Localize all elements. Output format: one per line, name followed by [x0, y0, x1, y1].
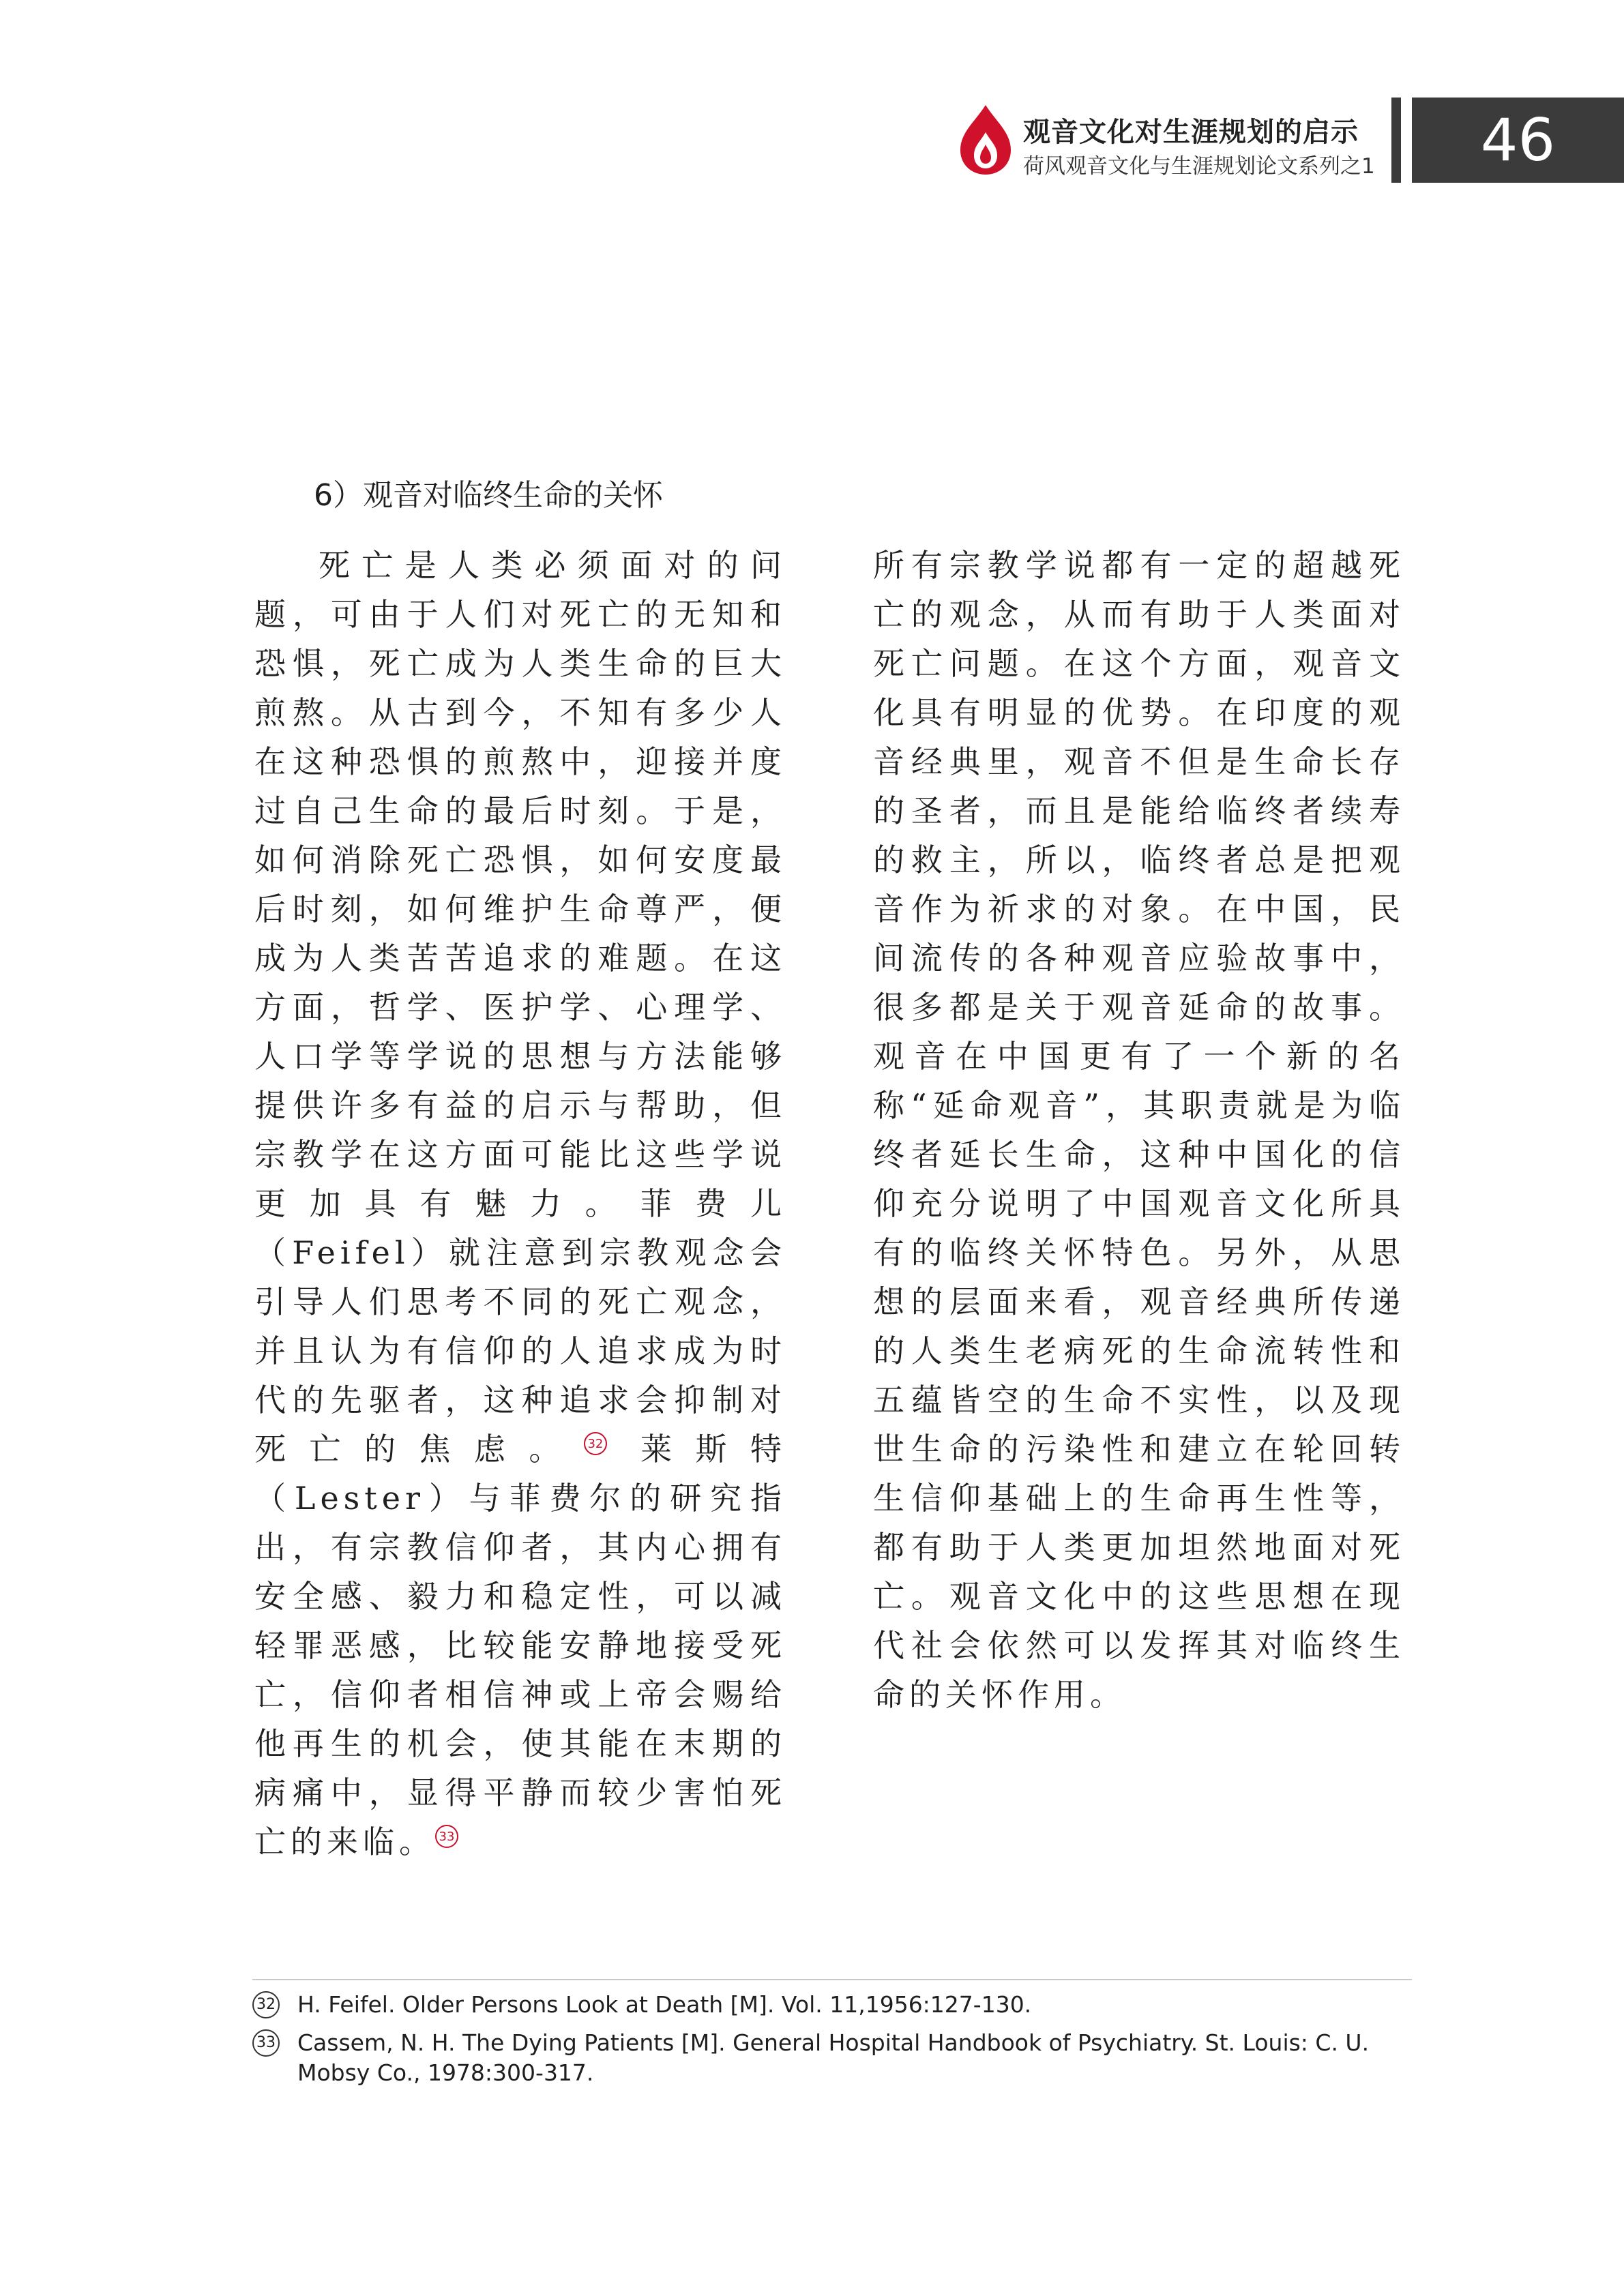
- left-paragraph-part1: 死亡是人类必须面对的问题，可由于人们对死亡的无知和恐惧，死亡成为人类生命的巨大煎熬。从古到今，不知有多少人在这种恐惧的煎熬中，迎接并度过自己生命的最后时刻。于是，如何消除死亡恐惧，如何安度最后时刻，如何维护生命尊严，便成为人类苦苦追求的难题。在这方面，哲学、医护学、心理学、人口学等学说的思想与方法能够提供许多有益的启示与帮助，但宗教学在这方面可能比这些学说更加具有魅力。菲费儿（Feifel）就注意到宗教观念会引导人们思考不同的死亡观念，并且认为有信仰的人追求成为时代的先驱者，这种追求会抑制对死亡的焦虑。: [254, 547, 786, 1467]
- header-title: 观音文化对生涯规划的启示: [1023, 117, 1359, 148]
- page-number: 46: [1412, 98, 1624, 183]
- footnote-text: H. Feifel. Older Persons Look at Death [M]. Vol. 11,1956:127-130.: [297, 1991, 1032, 2018]
- footnote-33: [252, 2028, 1412, 2088]
- header-divider: [1391, 98, 1401, 183]
- footnote-text: Cassem, N. H. The Dying Patients [M]. General Hospital Handbook of Psychiatry. St. Louis: C. U. Mobsy Co., 1978:300-317.: [297, 2029, 1370, 2086]
- footnote-marker-32[interactable]: 32: [584, 1432, 607, 1455]
- right-column: [873, 541, 1405, 1719]
- footnotes: [252, 1990, 1412, 2096]
- footnote-number: 33: [252, 2029, 280, 2057]
- right-paragraph: 所有宗教学说都有一定的超越死亡的观念，从而有助于人类面对死亡问题。在这个方面，观音文化具有明显的优势。在印度的观音经典里，观音不但是生命长存的圣者，而且是能给临终者续寿的救主，所以，临终者总是把观音作为祈求的对象。在中国，民间流传的各种观音应验故事中，很多都是关于观音延命的故事。观音在中国更有了一个新的名称“延命观音”，其职责就是为临终者延长生命，这种中国化的信仰充分说明了中国观音文化所具有的临终关怀特色。另外，从思想的层面来看，观音经典所传递的人类生老病死的生命流转性和五蕴皆空的生命不实性，以及现世生命的污染性和建立在轮回转生信仰基础上的生命再生性等，都有助于人类更加坦然地面对死亡。观音文化中的这些思想在现代社会依然可以发挥其对临终生命的关怀作用。: [873, 547, 1405, 1713]
- left-column: [254, 541, 786, 1866]
- section-title: 6）观音对临终生命的关怀: [314, 478, 663, 513]
- page-header: [0, 0, 1624, 191]
- left-paragraph-part2: 莱斯特（Lester）与菲费尔的研究指出，有宗教信仰者，其内心拥有安全感、毅力和稳定性，可以减轻罪恶感，比较能安静地接受死亡，信仰者相信神或上帝会赐给他再生的机会，使其能在末期的病痛中，显得平静而较少害怕死亡的来临。: [254, 1431, 787, 1860]
- footnote-marker-33[interactable]: 33: [435, 1825, 458, 1848]
- footnote-32: [252, 1990, 1412, 2020]
- flame-logo-icon: [955, 102, 1016, 177]
- footnote-divider: [252, 1979, 1412, 1980]
- footnote-number: 32: [252, 1991, 280, 2018]
- header-subtitle: 荷风观音文化与生涯规划论文系列之1: [1023, 154, 1375, 179]
